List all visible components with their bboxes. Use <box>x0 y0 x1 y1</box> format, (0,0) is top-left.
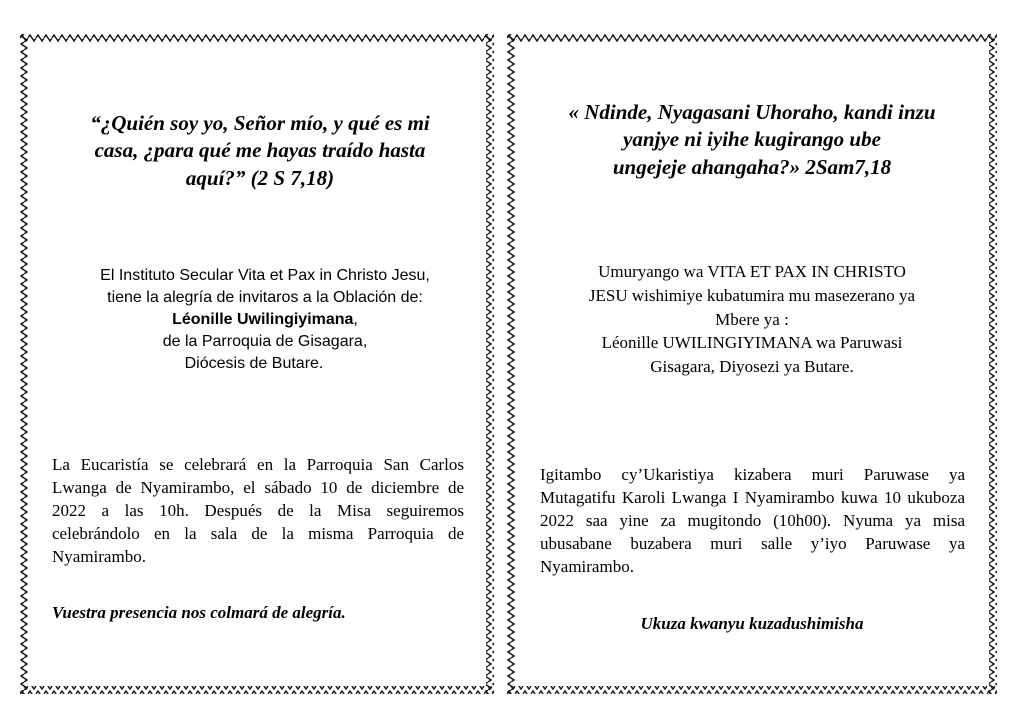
bible-quote-line: “¿Quién soy yo, Señor mío, y qué es mi <box>90 111 430 135</box>
bible-quote <box>40 110 480 192</box>
closing-line: Ukuza kwanyu kuzadushimisha <box>640 614 864 633</box>
bible-quote-line: ungejeje ahangaha?» 2Sam7,18 <box>612 154 892 179</box>
invitation-line: Mbere ya : <box>715 309 789 329</box>
invitation-panel-spanish <box>20 34 494 694</box>
invitation-line: tiene la alegría de invitaros a la Oblación de: <box>107 289 423 307</box>
honoree-line: Léonille UWILINGIYIMANA wa Paruwasi <box>601 333 903 353</box>
bible-quote-line: « Ndinde, Nyagasani Uhoraho, kandi inzu <box>568 100 936 124</box>
invitation-text <box>40 265 490 375</box>
invitation-line: JESU wishimiye kubatumira mu masezerano ya <box>588 285 916 305</box>
event-details: La Eucaristía se celebrará en la Parroquia San Carlos Lwanga de Nyamirambo, el sábado 10 de diciembre de 2022 a las 10h. Después de la Misa seguiremos celebrándolo en la sala de la misma Parroquia de Nyamirambo. <box>52 455 464 566</box>
invitation-text <box>529 260 975 379</box>
bible-quote-line: aquí?” (2 S 7,18) <box>185 165 335 190</box>
invitation-line: Diócesis de Butare. <box>184 355 324 373</box>
honoree-name-comma: , <box>353 311 358 329</box>
invitation-line: Umuryango wa VITA ET PAX IN CHRISTO <box>598 262 906 281</box>
bible-quote-line: casa, ¿para qué me hayas traído hasta <box>94 138 426 163</box>
event-details: Igitambo cy’Ukaristiya kizabera muri Paruwase ya Mutagatifu Karoli Lwanga I Nyamirambo kuwa 10 ukuboza 2022 saa yine za mugitondo (10h00). Nyuma ya misa ubusabane buzabera muri salle y’iyo Paruwase ya Nyamirambo. <box>540 465 965 576</box>
invitation-line: de la Parroquia de Gisagara, <box>162 333 368 351</box>
honoree-name: Léonille Uwilingiyimana <box>172 311 354 329</box>
bible-quote <box>527 99 977 181</box>
honoree-line <box>40 309 490 331</box>
bible-quote-line: yanjye ni iyihe kugirango ube <box>623 127 881 152</box>
closing-line: Vuestra presencia nos colmará de alegría. <box>52 603 346 622</box>
invitation-panel-kinyarwanda <box>507 34 997 694</box>
invitation-line: El Instituto Secular Vita et Pax in Christo Jesu, <box>100 267 430 284</box>
invitation-line: Gisagara, Diyosezi ya Butare. <box>650 357 854 377</box>
